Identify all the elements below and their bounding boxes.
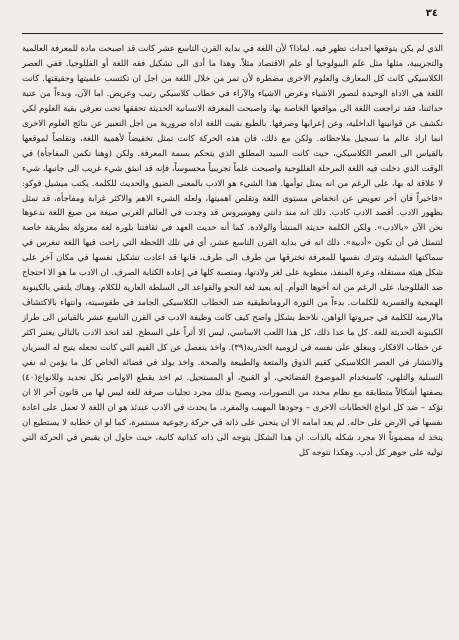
paragraph-text: الذي لم يكن يتوقعها احداث تظهر فيه. لماذا؟ لأن اللغة في بداية القرن التاسع عشر كانت قد اصبحت مادة للمعرفة العالمية والتجريبية، مثلها مثل علم البيولوجيا أو علم الاقتصاد مثلاً. وهذا ما أدى الى تشكيل فقه اللغة أو الفللوجيا. ففي العصر الكلاسيكي كانت كل المعارف والعلوم الاخرى مضطرة لأن تمر من خلال اللغة من اجل ان تكتسب علميتها وحقيقتها. كانت اللغة هي الاداة الوحيدة لتصور الاشياء وعرض الاشياء والآراء في خطاب كلاسيكي رتيب وعريض. اما الآن، وبدءاً من عتبة حداثتنا، فقد تراجعت اللغة الى مواقعها الخاصة بها، واصبحت المعرفة الانسانية الحديثة تحققها تحت تعرفي بقية العلوم لكي تكشف عن قوانينها الداخلية، وعن إعرابها وصرفها. بالطبع بقيت اللغة اداة ضرورية من اجل التعبير عن نتائج العلوم الاخرى انما اراد عالم ما تسجيل ملاحظاته. ولكن مع ذلك، فان هذه الحركة كانت تمثل تخفيضاً لأهمية اللغة، وتقلصاً لموقعها بالقياس الى العصر الكلاسيكي، حيث كانت السيد المطلق الذي يتحكم بسمة المعرفة. ولكن (وهنا تكمن المفاجأة) في الوقت الذي دخلت فيه اللغة المرحلة الفللوجية واصبحت علماً تجريبياً محسوساً، فإنه قد انبثق شيء غريب الى جانبها، شيء لا علاقة له بها، على الرغم من انه يمثل توأمها. هذا الشيء هو الادب بالمعنى الضيق والحديث للكلمة. يكتب ميشيل فوكو: «فاخيراً فان آخر تعويض عن انخفاض مستوى اللغة وتقلص اهميتها، ولعله الشيء الاهم والاكثر غرابة ومفاجأة، قد تمثل بظهور الادب. أقصد الادب كادب. ذلك انه منذ دانتي وهوميروس قد وجدت في العالم الغربي صيغة من صيغ اللغة ندعوها نحن الآن «بالادب». ولكن الكلمة حديثة المنشأ والولادة. كما أنه حديث العهد في ثقافتنا بلورة لغة معزولة بطريقة خاصة لتتمثل في أن تكون «أدبية». ذلك انه في بداية القرن التاسع عشر، أي في تلك اللحظة التي راحت فيها اللغة تنغرس في سماكتها الشيئية وتترك نفسها للمعرفة تخترقها من طرف الى طرف، فانها قد اعادت تشكيل نفسها في مكان آخر على شكل هيئة مستقلة، وعرة المنفذ، منطوية على لغز ولادتها، ومنصبة كلها في إعادة الكتابة الصرف. ان الادب ما هو الا احتجاج ضد الفللوجيا، على الرغم من انه أخوها التوأم. إنه يعيد لغة النحو والقواعد الى السلطة العارية للكلام، وهناك يلتقي بالكينونة الهمجية والقسرية للكلمات. بدءاً من الثورة الرومانطيقية ضد الخطاب الكلاسيكي الجامد في طقوسيته، وانتهاء بالاكتشاف مالارميه للكلمة في جبروتها الواهن، نلاحظ بشكل واضح كيف كانت وظيفة الادب في القرن التاسع عشر بالقياس الى طراز الكينونة الحديثة للغة. كل ما عدا ذلك، كل هذا اللعب الاساسي، ليس الا أثراً على السطح. لقد اتخذ الادب بالتالي يعتبر اكثر عن خطاب الافكار، وينغلق على نفسه في لزومية الجذرية(٣٩). واخذ يتفصل عن كل القيم التي كانت تجعله يتيح له السريان والانتشار في العصر الكلاسيكي كقيم الذوق والمتعة والطبيعة والصحة. واخذ يولد في فضائه الخاص كل ما يؤمن له نفي التسلية والتلهي، كاستخدام الموضوع الفضائحي، أو القبيح، أو المستحيل. ثم اخذ يقطع الاواصر بكل تحديد وللانواع(٤٠) بصفتها أشكالاً متطابقة مع نظام محدد من التصورات، ويصبح بذلك مجرد تجليات صرفة للغة ليس لها من قانون آخر الا ان تؤكد – ضد كل انواع الخطابات الاخرى – وجودها المهيب والمفرد. ما يحدث في الادب عندئذ هو ان اللغة لا تعمل على اعادة نفسها في الارض على حاله. لم يعد امامه الا ان ينحني على ذاته في حركة رجوعية مستمرة، كما لو ان خطابه لا يستطيع ان يتخذ له مضموناً الا مجرد شكله بالذات. ان هذا الشكل يتوجه الى ذاته كذاتية كاتبة، حيث حاول ان يقبض في الحركة التي توليه على جوهر كل أدب. وهكذا تتوجه كل (22, 43, 444, 457)
header-rule (22, 33, 443, 34)
body-paragraph (22, 41, 443, 460)
page-number: ٣٤ (425, 8, 438, 19)
